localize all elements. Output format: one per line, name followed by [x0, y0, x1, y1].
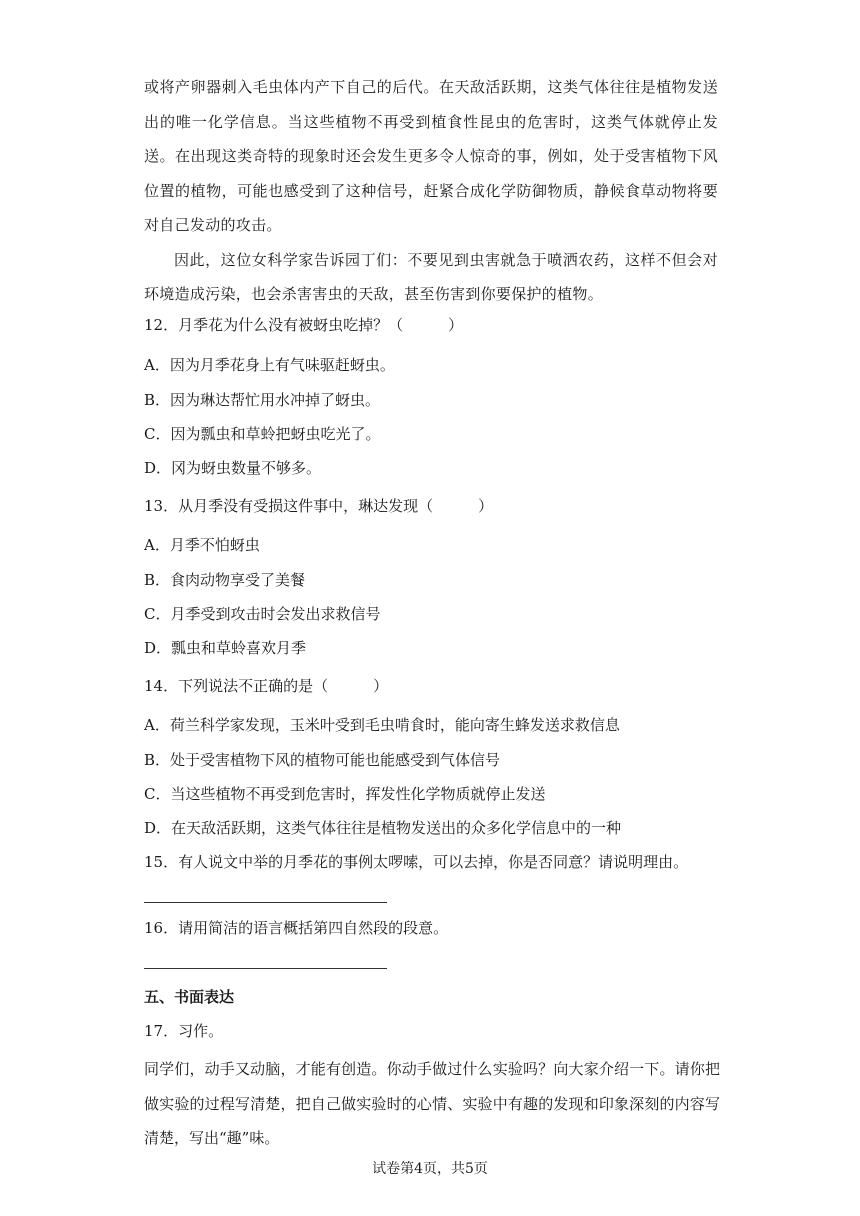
option-a[interactable]: A．月季不怕蚜虫 [144, 536, 260, 554]
reading-passage [144, 70, 718, 312]
option-d[interactable]: D．在天敌活跃期，这类气体往往是植物发送出的众多化学信息中的一种 [144, 819, 622, 837]
question-stem: 14．下列说法不正确的是（ ） [144, 677, 389, 695]
question-stem: 15．有人说文中举的月季花的事例太啰嗦，可以去掉，你是否同意？请说明理由。 [144, 853, 689, 871]
answer-line[interactable] [144, 968, 387, 969]
option-d[interactable]: D．冈为蚜虫数量不够多。 [144, 459, 322, 477]
question-stem: 16．请用简洁的语言概括第四自然段的段意。 [144, 919, 449, 937]
option-b[interactable]: B．食肉动物享受了美餐 [144, 571, 306, 589]
option-c[interactable]: C．当这些植物不再受到危害时，挥发性化学物质就停止发送 [144, 785, 546, 803]
option-a[interactable]: A．荷兰科学家发现，玉米叶受到毛虫啃食时，能向寄生蜂发送求救信息 [144, 716, 620, 734]
section-title: 五、书面表达 [144, 988, 235, 1006]
question-stem: 12．月季花为什么没有被蚜虫吃掉？（ ） [144, 316, 464, 334]
option-b[interactable]: B．处于受害植物下风的植物可能也能感受到气体信号 [144, 751, 501, 769]
question-17-stem: 17．习作。 [144, 1022, 224, 1040]
option-c[interactable]: C．月季受到攻击时会发出求救信号 [144, 605, 381, 623]
option-c[interactable]: C．因为瓢虫和草蛉把蚜虫吃光了。 [144, 425, 381, 443]
option-a[interactable]: A．因为月季花身上有气味驱赶蚜虫。 [144, 356, 395, 374]
passage-paragraph-conclusion: 因此，这位女科学家告诉园丁们：不要见到虫害就急于喷洒农药，这样不但会对环境造成污染，也会杀害害虫的天敌，甚至伤害到你要保护的植物。 [144, 250, 718, 303]
question-stem: 13．从月季没有受损这件事中，琳达发现（ ） [144, 497, 494, 515]
option-b[interactable]: B．因为琳达帮忙用水冲掉了蚜虫。 [144, 391, 381, 409]
option-d[interactable]: D．瓢虫和草蛉喜欢月季 [144, 639, 307, 657]
passage-paragraph: 或将产卵器刺入毛虫体内产下自己的后代。在天敌活跃期，这类气体往往是植物发送出的唯一化学信息。当这些植物不再受到植食性昆虫的危害时，这类气体就停止发送。在出现这类奇特的现象时还会发生更多令人惊奇的事，例如，处于受害植物下风位置的植物，可能也感受到了这种信号，赶紧合成化学防御物质，静候食草动物将要对自己发动的攻击。 [144, 78, 718, 234]
page-footer: 试卷第4页，共5页 [372, 1161, 488, 1177]
answer-line[interactable] [144, 902, 387, 903]
essay-prompt: 同学们，动手又动脑，才能有创造。你动手做过什么实验吗？向大家介绍一下。请你把做实验的过程写清楚，把自己做实验时的心情、实验中有趣的发现和印象深刻的内容写清楚，写出“趣”味。 [144, 1060, 720, 1147]
